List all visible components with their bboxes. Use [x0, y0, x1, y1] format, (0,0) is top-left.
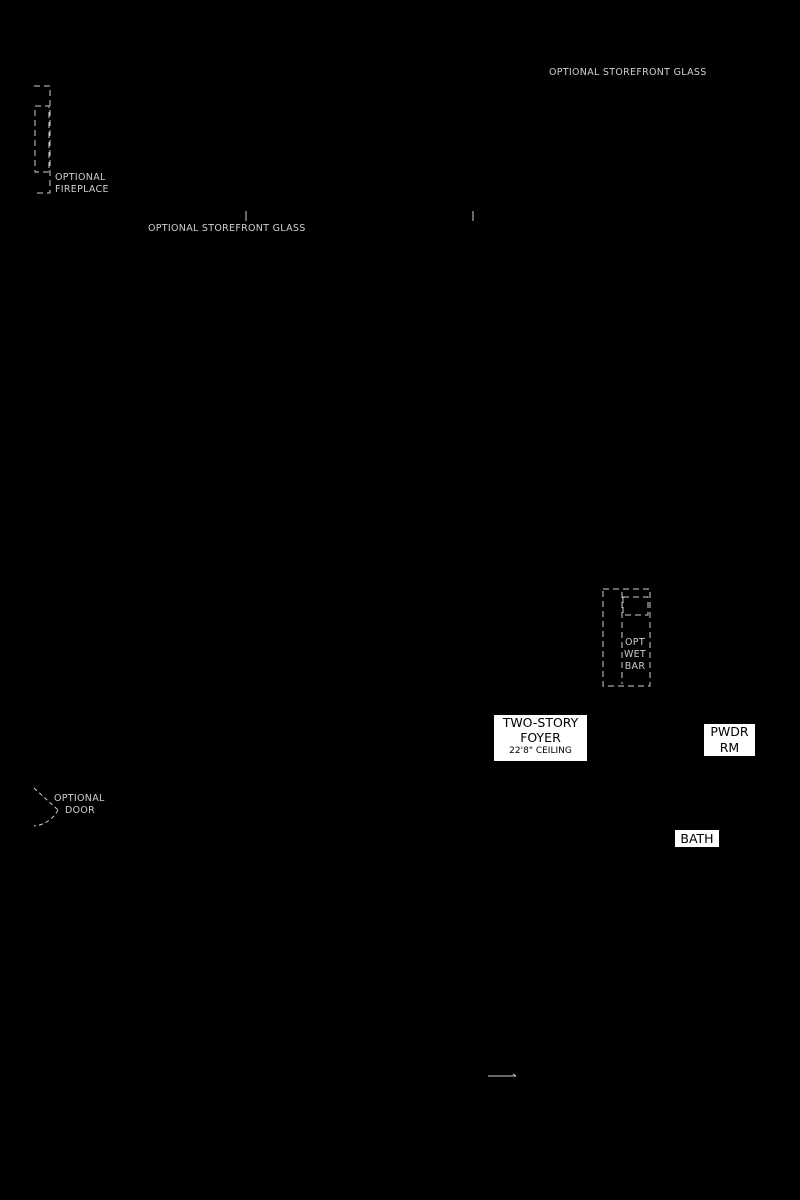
door-note	[54, 793, 105, 817]
foyer-name-line-2: FOYER	[520, 730, 561, 745]
wet-bar-note-line-3: BAR	[624, 661, 646, 672]
fireplace-note-line-1: OPTIONAL	[55, 172, 106, 183]
fireplace-note	[55, 172, 109, 196]
door-note-line-1: OPTIONAL	[54, 793, 105, 804]
room-label-bath: BATH	[675, 830, 719, 847]
stair-marker	[488, 1074, 516, 1076]
wet-bar-note	[618, 637, 652, 673]
door-note-line-2: DOOR	[65, 805, 96, 816]
powder-name-line-1: PWDR	[710, 724, 749, 739]
wet-bar-note-line-1: OPT	[625, 637, 645, 648]
wet-bar-note-line-2: WET	[623, 649, 647, 660]
storefront-glass-ticks	[246, 211, 473, 221]
foyer-name-line-1: TWO-STORY	[502, 715, 579, 730]
storefront-glass-note-top: OPTIONAL STOREFRONT GLASS	[549, 67, 707, 78]
powder-name-line-2: RM	[719, 740, 740, 755]
fireplace-note-line-2: FIREPLACE	[55, 184, 109, 195]
storefront-glass-note-mid: OPTIONAL STOREFRONT GLASS	[148, 223, 306, 234]
room-label-powder-room	[704, 724, 755, 756]
fireplace-outline	[34, 86, 50, 193]
room-label-foyer	[494, 715, 587, 761]
foyer-ceiling-height: 22'8" CEILING	[509, 746, 572, 756]
